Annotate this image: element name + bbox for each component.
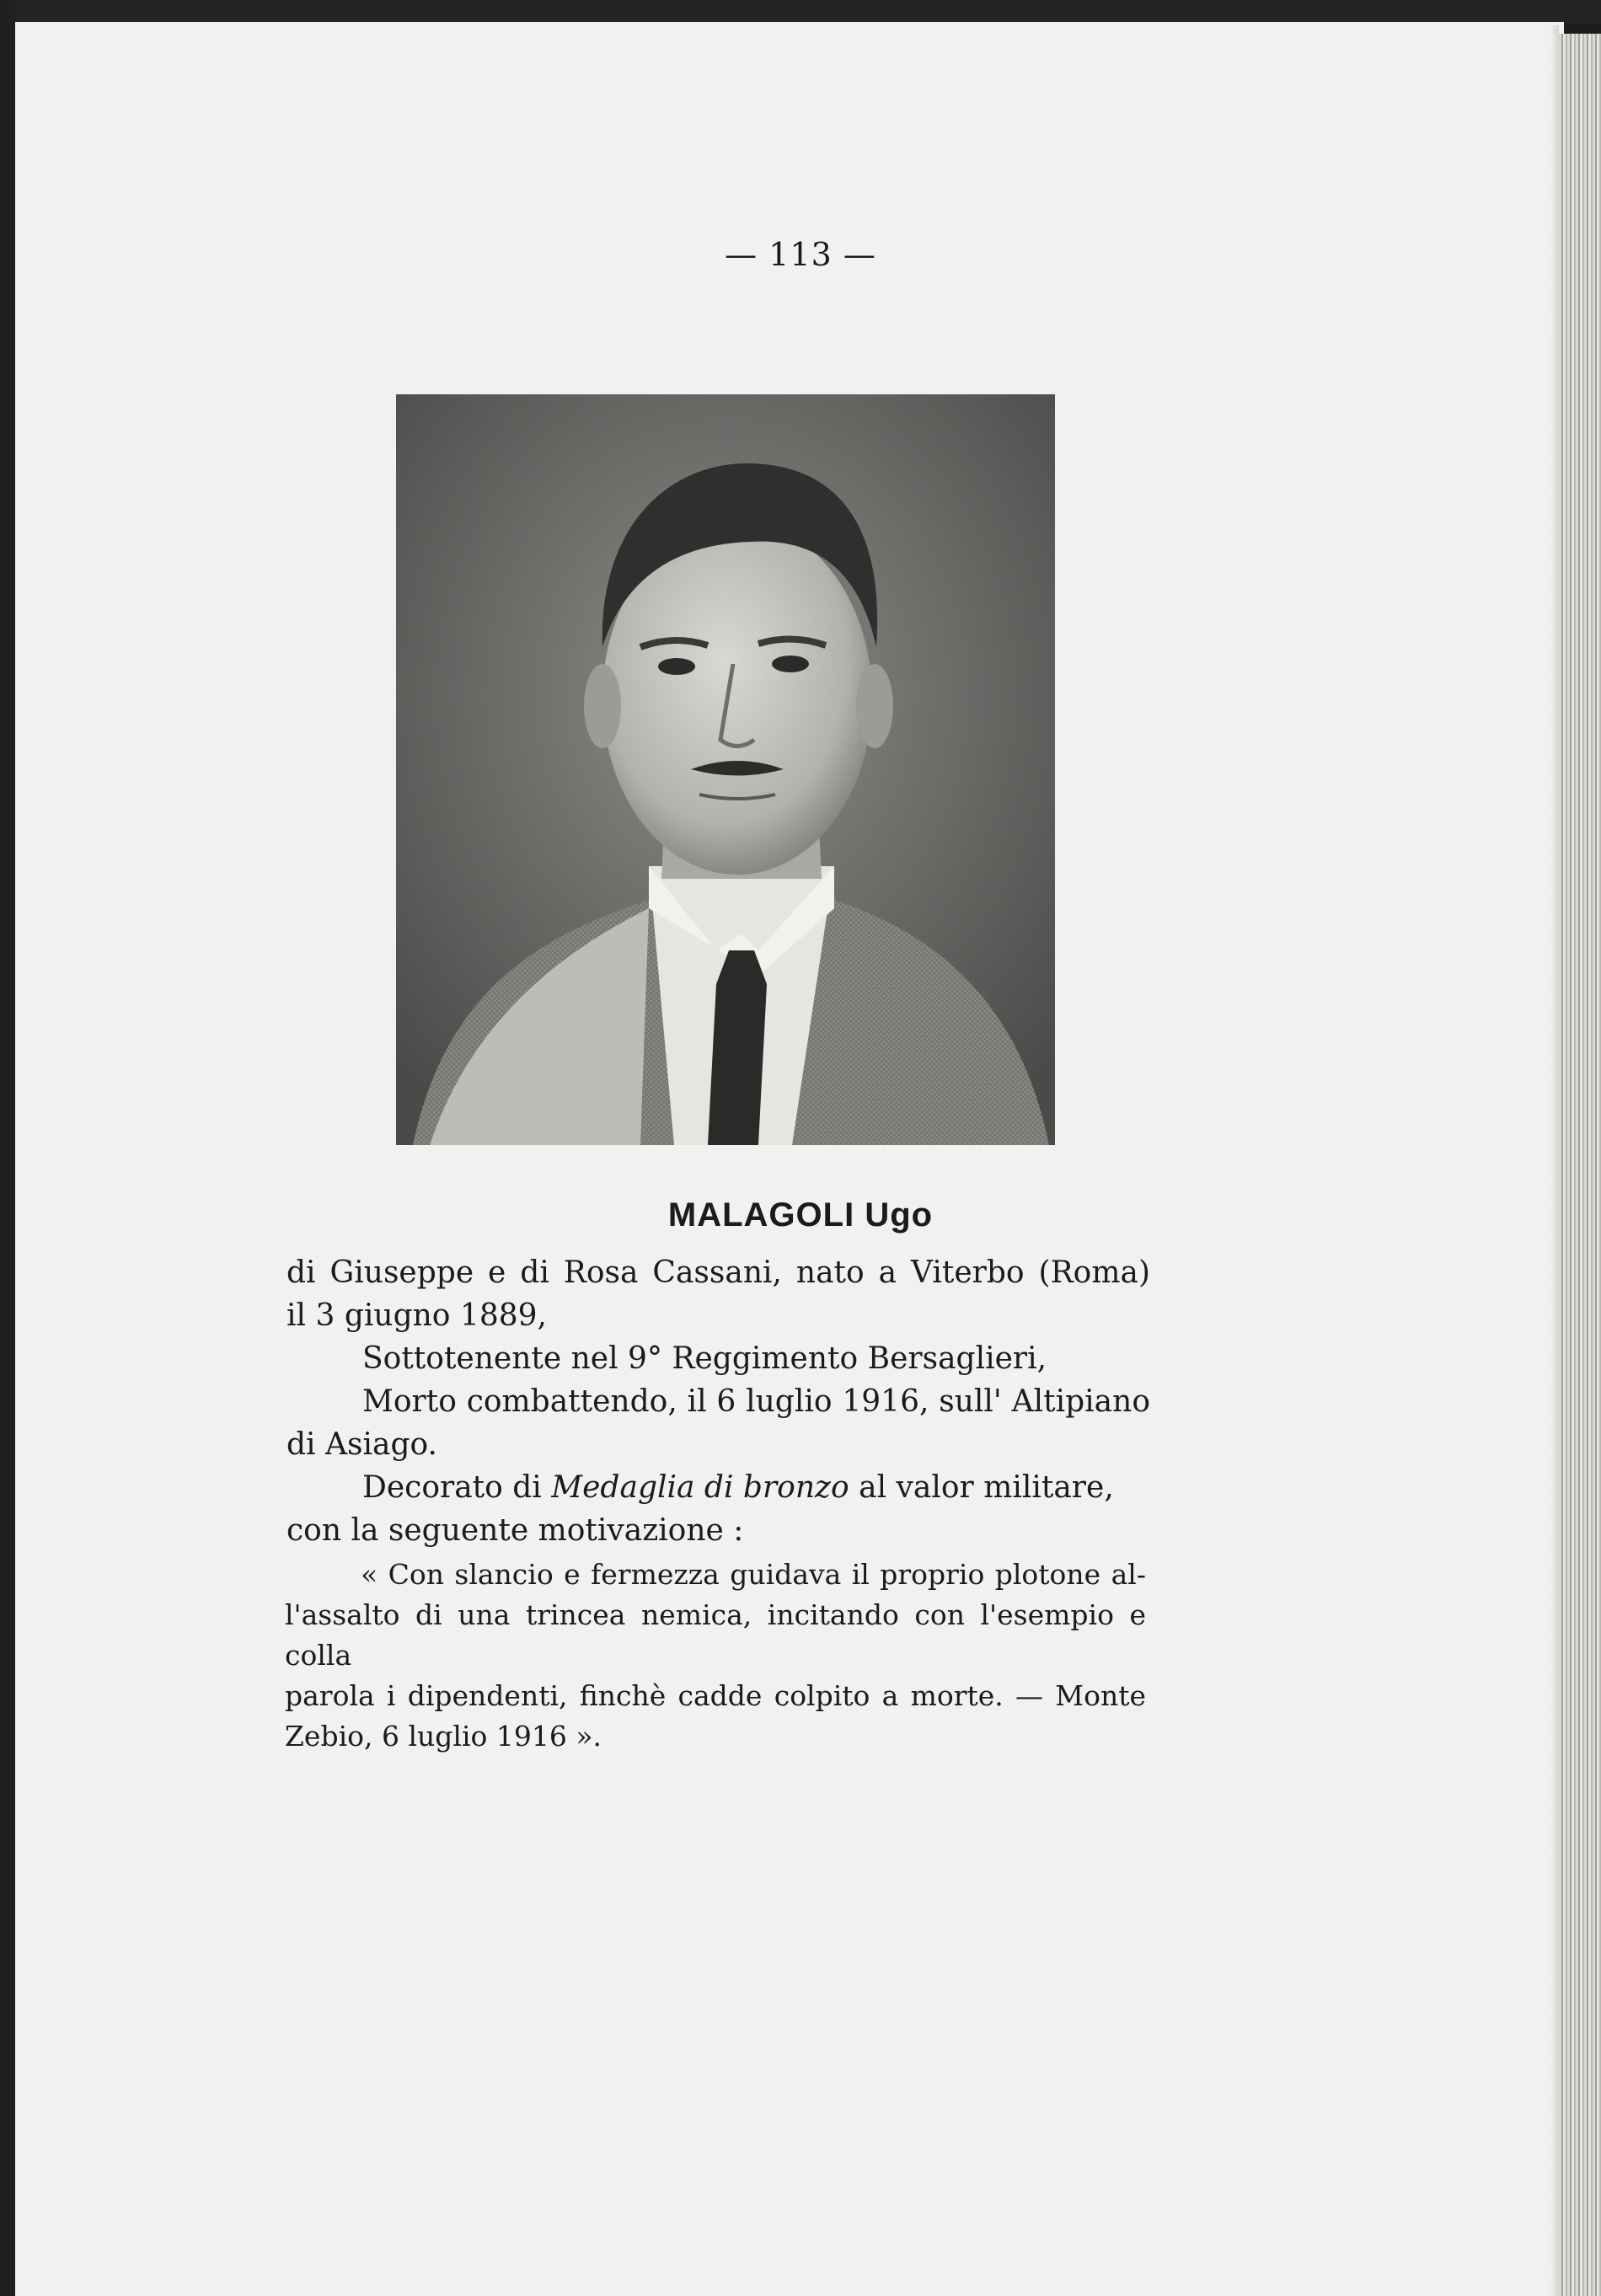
scanner-left-border xyxy=(0,0,15,2296)
decoration-line-2: con la seguente motivazione : xyxy=(286,1513,744,1548)
medal-italic-words: di bronzo xyxy=(694,1470,849,1505)
photo-eye-right xyxy=(772,656,809,672)
page-number: — 113 — xyxy=(725,236,876,273)
medal-script-word: Medaglia xyxy=(551,1470,695,1505)
motivation-text xyxy=(285,1555,1146,1757)
page-gutter-shadow xyxy=(1550,25,1559,2296)
motivation-line-3: parola i dipendenti, finchè cadde colpito a morte. — Monte xyxy=(285,1679,1146,1712)
motivation-line-1: « Con slancio e fermezza guidava il proprio plotone al- xyxy=(361,1558,1146,1591)
photo-ear-left xyxy=(584,664,621,748)
book-page-edges xyxy=(1559,34,1601,2296)
biography-text xyxy=(286,1251,1150,1552)
biography-line-3: Sottotenente nel 9° Reggimento Bersaglieri, xyxy=(362,1341,1047,1376)
biography-line-2: il 3 giugno 1889, xyxy=(286,1298,547,1333)
photo-ear-right xyxy=(856,664,893,748)
portrait-photo-drawing xyxy=(396,394,1055,1145)
motivation-line-4: Zebio, 6 luglio 1916 ». xyxy=(285,1720,602,1753)
biography-line-5: di Asiago. xyxy=(286,1427,437,1462)
portrait-photograph xyxy=(396,394,1055,1145)
decoration-line xyxy=(286,1466,1150,1509)
decoration-prefix: Decorato di xyxy=(362,1470,552,1505)
scanner-top-border xyxy=(0,0,1601,24)
motivation-line-2: l'assalto di una trincea nemica, incitando con l'esempio e colla xyxy=(285,1598,1146,1672)
biography-line-1: di Giuseppe e di Rosa Cassani, nato a Viterbo (Roma) xyxy=(286,1255,1150,1290)
biography-line-4: Morto combattendo, il 6 luglio 1916, sull' Altipiano xyxy=(362,1384,1150,1419)
photo-eye-left xyxy=(658,658,695,675)
person-name-heading: MALAGOLI Ugo xyxy=(667,1196,934,1234)
decoration-suffix: al valor militare, xyxy=(849,1470,1114,1505)
book-page xyxy=(15,22,1564,2296)
